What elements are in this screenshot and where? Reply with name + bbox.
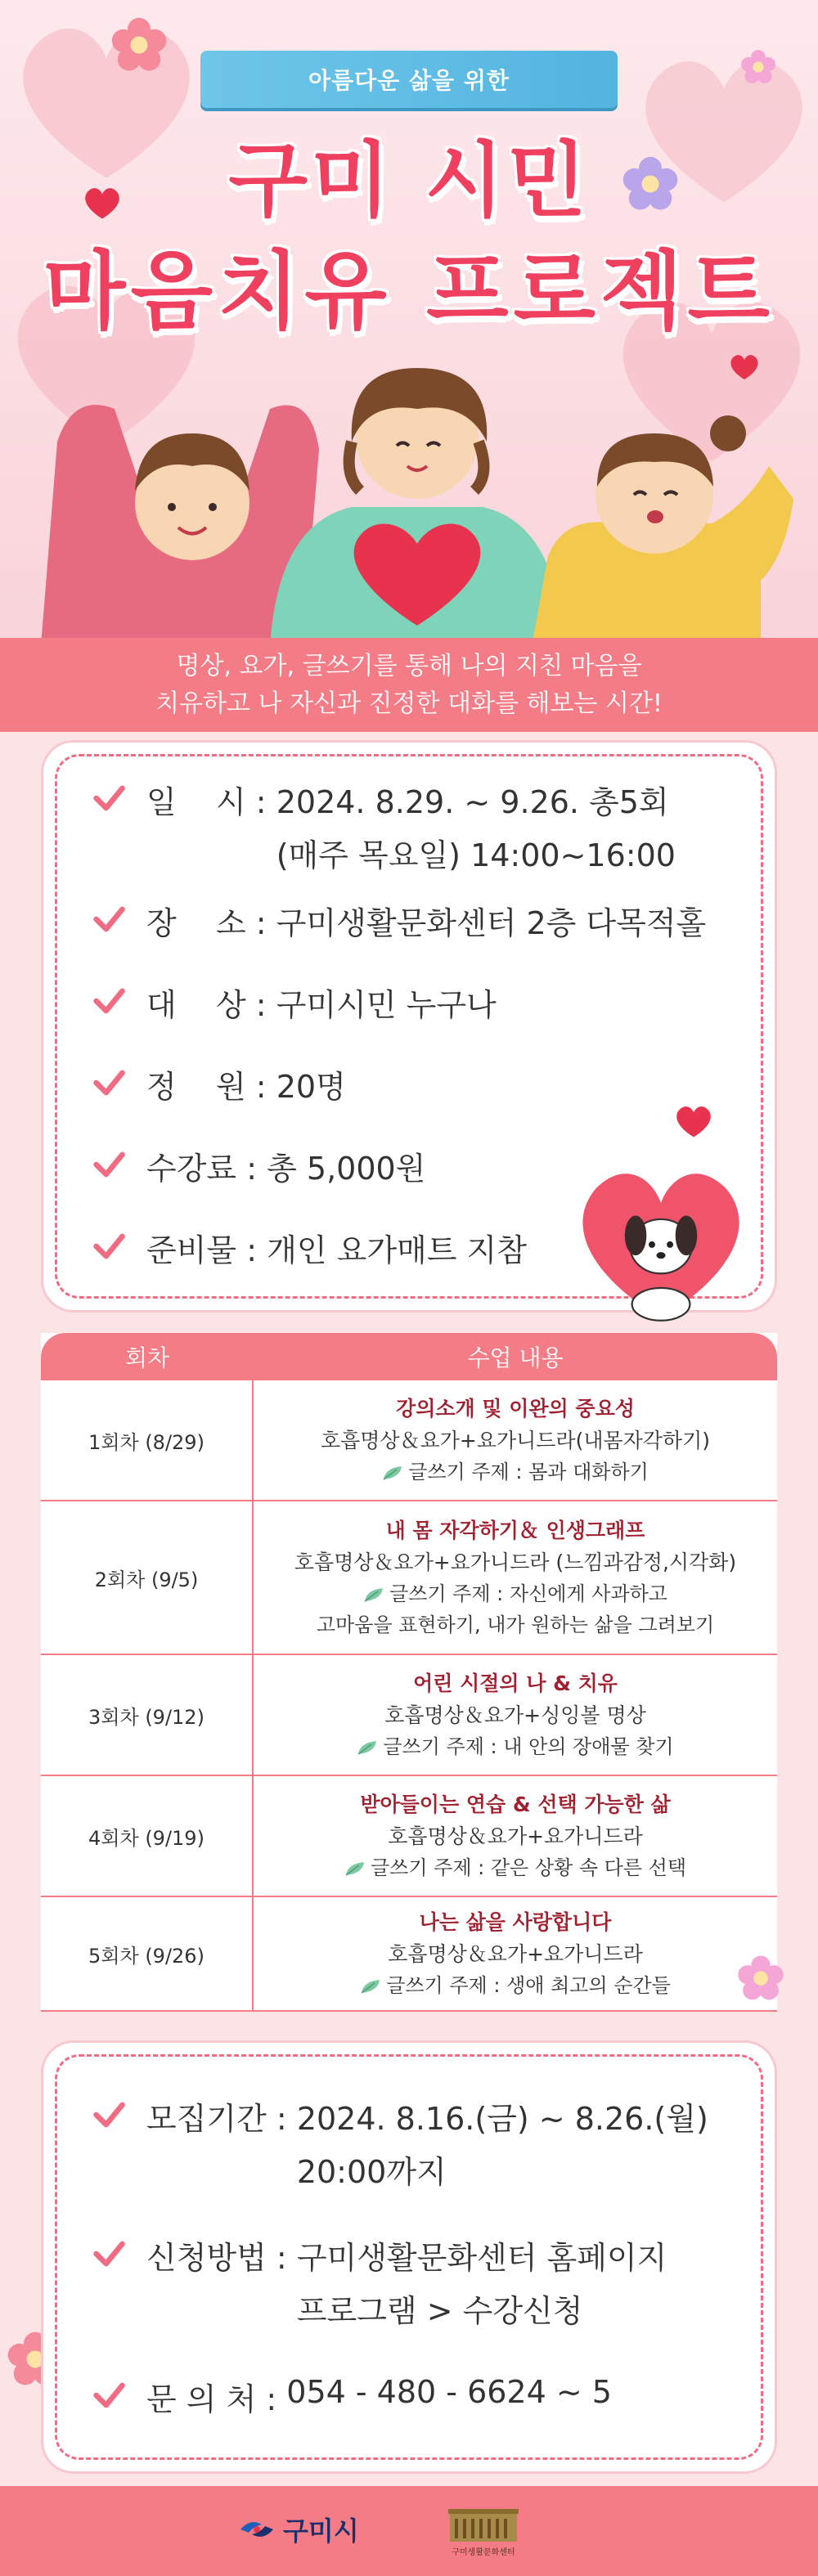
flower-icon	[110, 16, 168, 74]
table-header-content: 수업 내용	[254, 1333, 777, 1380]
table-row	[41, 1897, 777, 2012]
check-icon	[91, 2236, 127, 2272]
info-value-2: (매주 목요일) 14:00~16:00	[276, 837, 676, 873]
intro-line1: 명상, 요가, 글쓰기를 통해 나의 지친 마음을	[176, 652, 642, 680]
culture-center-logo-icon	[447, 2502, 520, 2543]
info-row-supplies	[91, 1225, 527, 1270]
info-row-date	[91, 777, 676, 875]
footer	[0, 2486, 818, 2576]
content-cell	[254, 1776, 777, 1897]
table-row	[41, 1380, 777, 1501]
culture-center-logo[interactable]: 구미생활문화센터	[438, 2502, 529, 2561]
leaf-icon	[360, 1978, 383, 1995]
info-label: 수강료 :	[146, 1151, 258, 1187]
content-cell	[254, 1897, 777, 2012]
check-icon	[91, 780, 127, 816]
apply-value: 054 - 480 - 6624 ~ 5	[286, 2374, 612, 2410]
page-title-line2: 마음치유 프로젝트	[43, 241, 775, 341]
check-icon	[91, 983, 127, 1019]
apply-row-period	[91, 2094, 708, 2192]
table-row	[41, 1501, 777, 1655]
session-cell: 5회차 (9/26)	[41, 1897, 254, 2012]
writing-topic: 글쓰기 주제 : 같은 상황 속 다른 선택	[254, 1852, 777, 1883]
schedule-table	[41, 1333, 777, 2012]
apply-label: 문 의 처 :	[146, 2381, 277, 2417]
family-illustration	[25, 343, 802, 646]
apply-value: 구미생활문화센터 홈페이지	[296, 2240, 667, 2276]
info-value: 총 5,000원	[267, 1151, 426, 1187]
writing-topic: 글쓰기 주제 : 몸과 대화하기	[254, 1456, 777, 1488]
desc-text: 호흡명상＆요가+요가니드라 (느낌과감정,시각화)	[294, 1551, 737, 1574]
info-value: 개인 요가매트 지참	[267, 1232, 527, 1268]
apply-row-contact	[91, 2374, 612, 2419]
info-value: 2024. 8.29. ~ 9.26. 총5회	[276, 784, 669, 820]
apply-box	[41, 2040, 777, 2474]
ribbon-text: 아름다운 삶을 위한	[308, 67, 510, 94]
info-box	[41, 740, 777, 1313]
check-icon	[91, 2377, 127, 2413]
content-cell	[254, 1655, 777, 1776]
info-label: 준비물 :	[146, 1232, 258, 1268]
check-icon	[91, 2097, 127, 2133]
info-row-target	[91, 980, 497, 1025]
table-header-row	[41, 1333, 777, 1380]
desc-text: 호흡명상＆요가+요가니드라(내몸자각하기)	[320, 1429, 710, 1452]
info-label: 정 원 :	[146, 1069, 267, 1105]
session-cell: 3회차 (9/12)	[41, 1655, 254, 1776]
info-label: 대 상 :	[146, 987, 267, 1023]
apply-label: 신청방법 :	[146, 2240, 287, 2276]
writing-topic: 글쓰기 주제 : 생애 최고의 순간들	[254, 1970, 777, 2001]
intro-banner	[0, 638, 818, 732]
info-value: 구미생활문화센터 2층 다목적홀	[276, 905, 707, 941]
session-cell: 1회차 (8/29)	[41, 1380, 254, 1501]
info-row-fee	[91, 1143, 425, 1188]
table-row	[41, 1655, 777, 1776]
info-value: 구미시민 누구나	[276, 987, 497, 1023]
leaf-icon	[363, 1586, 386, 1603]
heart-icon	[673, 1102, 714, 1139]
desc-text: 호흡명상＆요가+싱잉볼 명상	[384, 1703, 646, 1727]
topic-text: 강의소개 및 이완의 중요성	[396, 1397, 635, 1420]
desc-text: 호흡명상＆요가+요가니드라	[388, 1824, 643, 1848]
info-value: 20명	[276, 1069, 346, 1105]
writing-topic-line2: 고마움을 표현하기, 내가 원하는 삶을 그려보기	[316, 1613, 715, 1636]
apply-value-2: 프로그램 > 수강신청	[296, 2293, 583, 2329]
page-title-line1: 구미 시민	[228, 132, 590, 228]
leaf-icon	[344, 1860, 367, 1877]
info-label: 일 시 :	[146, 784, 267, 820]
apply-row-method	[91, 2233, 667, 2331]
session-cell: 2회차 (9/5)	[41, 1501, 254, 1655]
topic-text: 받아들이는 연습 & 선택 가능한 삶	[360, 1793, 671, 1816]
info-row-place	[91, 898, 706, 943]
check-icon	[91, 1228, 127, 1264]
desc-text: 호흡명상＆요가+요가니드라	[388, 1942, 643, 1966]
content-cell	[254, 1501, 777, 1655]
hero-banner	[0, 0, 818, 646]
table-row	[41, 1776, 777, 1897]
session-cell: 4회차 (9/19)	[41, 1776, 254, 1897]
info-label: 장 소 :	[146, 905, 267, 941]
check-icon	[91, 1147, 127, 1183]
subtitle-ribbon	[200, 51, 618, 108]
info-row-capacity	[91, 1061, 346, 1106]
content-cell	[254, 1380, 777, 1501]
check-icon	[91, 1065, 127, 1101]
puppy-heart-icon	[567, 1160, 755, 1331]
flower-icon	[736, 1954, 785, 2012]
topic-text: 나는 삶을 사랑합니다	[419, 1910, 612, 1934]
topic-text: 내 몸 자각하기＆ 인생그래프	[385, 1519, 645, 1542]
apply-value: 2024. 8.16.(금) ~ 8.26.(월)	[296, 2101, 708, 2137]
intro-line2: 치유하고 나 자신과 진정한 대화를 해보는 시간!	[155, 689, 663, 718]
writing-topic: 글쓰기 주제 : 내 안의 장애물 찾기	[254, 1731, 777, 1762]
gumi-logo-icon	[237, 2515, 276, 2544]
apply-value-2: 20:00까지	[296, 2154, 447, 2190]
leaf-icon	[357, 1739, 380, 1756]
apply-label: 모집기간 :	[146, 2101, 287, 2137]
leaf-icon	[382, 1465, 405, 1481]
table-header-session: 회차	[41, 1333, 254, 1380]
check-icon	[91, 901, 127, 937]
gumi-city-logo[interactable]: 구미시	[237, 2511, 359, 2548]
writing-topic: 글쓰기 주제 : 자신에게 사과하고	[254, 1578, 777, 1609]
topic-text: 어린 시절의 나 & 치유	[413, 1672, 618, 1695]
flower-icon	[740, 49, 776, 85]
